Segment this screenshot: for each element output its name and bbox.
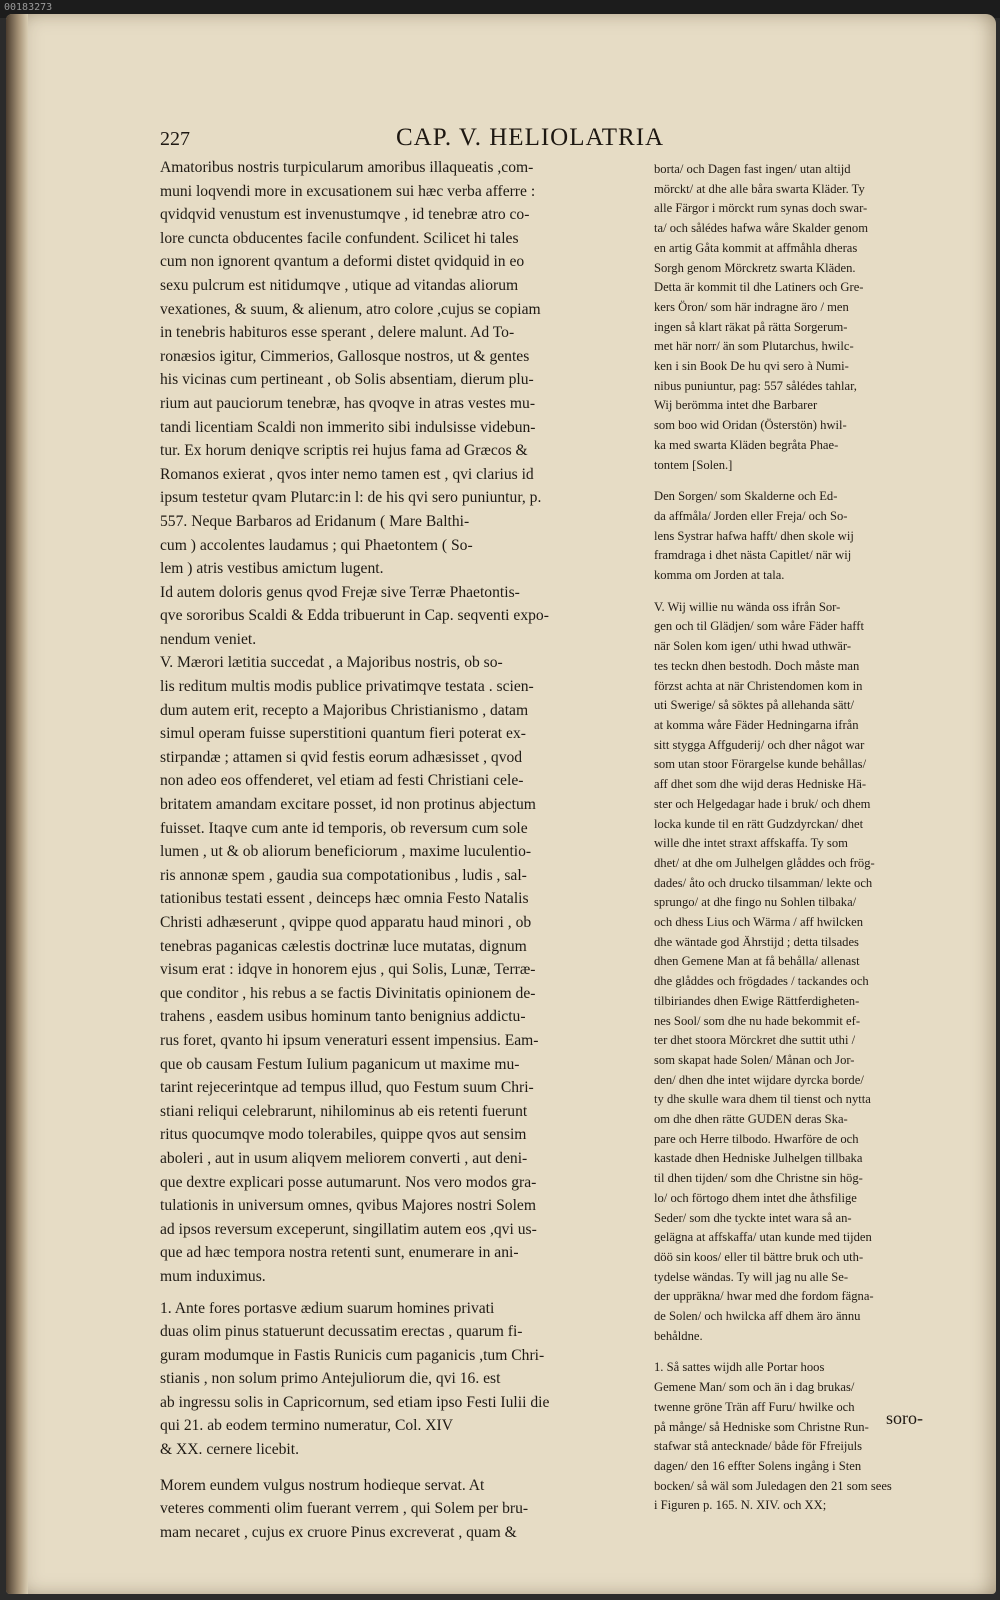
text-line: veteres commenti olim fuerant verrem , qui Solem per bru- bbox=[160, 1500, 529, 1518]
text-line: om dhe dhen rätte GUDEN deras Ska- bbox=[654, 1112, 848, 1127]
text-line: lem ) atris vestibus amictum lugent. bbox=[160, 560, 384, 578]
text-line: en artig Gåta kommit at affmåhla dheras bbox=[654, 240, 858, 255]
catchword: soro- bbox=[886, 1408, 923, 1428]
text-line: ad ipsos reversum exceperunt, singillatim autem eos ,qvi us- bbox=[160, 1220, 537, 1238]
text-line: 1. Så sattes wijdh alle Portar hoos bbox=[654, 1360, 825, 1375]
text-line: när Solen kom igen/ uthi hwad uthwär- bbox=[654, 639, 852, 654]
text-line: på månge/ så Hedniske som Christne Run- bbox=[654, 1419, 869, 1434]
text-line: Romanos exierat , qvos inter nemo tamen est , qvi clarius id bbox=[160, 465, 534, 483]
text-line: Gemene Man/ som och än i dag brukas/ bbox=[654, 1380, 855, 1395]
text-line: tydelse wändas. Ty will jag nu alle Se- bbox=[654, 1269, 849, 1284]
text-line: tarint rejecerintque ad tempus illud, quo Festum suum Chri- bbox=[160, 1079, 534, 1097]
text-line: lo/ och förtogo dhem intet dhe åthsfilige bbox=[654, 1190, 857, 1205]
text-line: som skapat hade Solen/ Månan och Jor- bbox=[654, 1052, 855, 1067]
text-line: cum non ignorent qvantum a deformi distet qvidquid in eo bbox=[160, 253, 525, 271]
text-line: tontem [Solen.] bbox=[654, 457, 733, 472]
text-line: Morem eundem vulgus nostrum hodieque servat. At bbox=[160, 1476, 485, 1494]
text-line: Id autem doloris genus qvod Frejæ sive Terræ Phaetontis- bbox=[160, 583, 520, 601]
paragraph-gap bbox=[160, 1462, 638, 1474]
text-line: stiani reliqui celebrarunt, nihilominus ab eis retenti fuerunt bbox=[160, 1102, 528, 1120]
text-line: trahens , easdem usibus hominum tanto benignius addictu- bbox=[160, 1008, 526, 1026]
text-line: ta/ och sålédes hafwa wåre Skalder genom bbox=[654, 221, 869, 236]
text-line: qui 21. ab eodem termino numeratur, Col. XIV bbox=[160, 1417, 453, 1435]
text-line: ingen så klart räkat på rätta Sorgerum- bbox=[654, 319, 848, 334]
text-line: komma om Jorden at tala. bbox=[654, 568, 785, 583]
text-line: his vicinas cum pertineant , ob Solis absentiam, dierum plu- bbox=[160, 371, 534, 389]
text-line: den/ dhen dhe intet wijdare dyrcka borde/ bbox=[654, 1072, 864, 1087]
text-line: och dhess Lius och Wärma / aff hwilcken bbox=[654, 915, 864, 930]
text-line: wille dhe intet straxt affskaffa. Ty som bbox=[654, 836, 848, 851]
text-line: döö sin koos/ eller til bättre bruk och uth- bbox=[654, 1249, 864, 1264]
paragraph-gap bbox=[654, 475, 950, 487]
text-line: ka med swarta Kläden begråta Phae- bbox=[654, 437, 839, 452]
text-line: dhe glåddes och frögdades / tackandes och bbox=[654, 974, 869, 989]
text-line: non adeo eos offenderet, vel etiam ad festi Christiani cele- bbox=[160, 772, 524, 790]
text-line: ty dhe skulle wara dhem til tienst och nytta bbox=[654, 1092, 871, 1107]
text-line: lore cuncta obducentes facile confundent. Scilicet hi tales bbox=[160, 229, 519, 247]
text-line: 557. Neque Barbaros ad Eridanum ( Mare Balthi- bbox=[160, 512, 470, 530]
text-line: de Solen/ och hwilcka aff dhem äro ännu bbox=[654, 1309, 861, 1324]
text-line: dhe wäntade god Ährstijd ; detta tilsades bbox=[654, 934, 859, 949]
text-line: dhen Gemene Man at få behålla/ allenast bbox=[654, 954, 860, 969]
text-line: tandi licentiam Scaldi non immerito sibi indulsisse videbun- bbox=[160, 418, 536, 436]
text-line: ronæsios igitur, Cimmerios, Gallosque nostros, ut & gentes bbox=[160, 347, 530, 365]
text-line: ipsum testetur qvam Plutarc:in l: de his qvi sero puniuntur, p. bbox=[160, 489, 542, 507]
text-line: tilbiriandes dhen Ewige Rättferdigheten- bbox=[654, 993, 860, 1008]
text-line: britatem amandam excitare posset, id non protinus abjectum bbox=[160, 796, 536, 814]
swedish-column bbox=[654, 160, 950, 1516]
text-line: da affmåla/ Jorden eller Freja/ och So- bbox=[654, 508, 848, 523]
text-line: dagen/ den 16 effter Solens ingång i Sten bbox=[654, 1459, 862, 1473]
text-line: fuisset. Itaqve cum ante id temporis, ob reversum cum sole bbox=[160, 819, 528, 837]
text-line: que dextre explicari posse autumarunt. Nos vero modos gra- bbox=[160, 1173, 537, 1191]
text-line: der uppräkna/ hwar med dhe fordom fägna- bbox=[654, 1289, 874, 1304]
text-line: til dhen tijden/ som dhe Christne sin hög- bbox=[654, 1171, 863, 1186]
text-line: sprungo/ at dhe fingo nu Sohlen tilbaka/ bbox=[654, 895, 857, 910]
text-line: i Figuren p. 165. N. XIV. och XX; bbox=[654, 1498, 827, 1513]
text-line: & XX. cernere licebit. bbox=[160, 1441, 299, 1459]
text-line: som utan stoor Förargelse kunde behållas/ bbox=[654, 757, 867, 772]
text-line: mörckt/ at dhe alle båra swarta Kläder. Ty bbox=[654, 181, 865, 196]
text-line: uti Swerige/ så söktes på allehanda sätt/ bbox=[654, 698, 855, 713]
text-line: tenebras paganicas cælestis doctrinæ luce mutatas, dignum bbox=[160, 937, 527, 955]
text-line: aboleri , aut in usum aliqvem meliorem converti , aut deni- bbox=[160, 1149, 528, 1167]
text-line: borta/ och Dagen fast ingen/ utan altijd bbox=[654, 162, 851, 176]
text-line: at komma wåre Fäder Hedningarna ifrån bbox=[654, 717, 859, 732]
text-line: ken i sin Book De hu qvi sero à Numi- bbox=[654, 359, 849, 374]
scan-id: 00183273 bbox=[4, 2, 53, 13]
text-line: ritus quocumqve modo tolerabiles, quippe qvos aut sensim bbox=[160, 1126, 527, 1144]
text-line: framdraga i dhet nästa Capitlet/ när wij bbox=[654, 548, 852, 563]
text-line: förzst achta at när Christendomen kom in bbox=[654, 678, 863, 693]
text-line: sitt stygga Affguderij/ och dher något war bbox=[654, 737, 865, 752]
latin-column bbox=[160, 156, 638, 1544]
text-line: rium aut pauciorum tenebræ, has qvoqve in atras vestes mu- bbox=[160, 394, 536, 412]
text-line: stianis , non solum primo Antejuliorum die, qvi 16. est bbox=[160, 1370, 501, 1388]
paragraph-gap bbox=[654, 586, 950, 598]
text-line: behåldne. bbox=[654, 1328, 703, 1343]
text-line: stafwar stå antecknade/ både för Ffreijuls bbox=[654, 1439, 863, 1454]
text-line: nes Sool/ som dhe nu hade bekommit ef- bbox=[654, 1013, 861, 1028]
text-line: vexationes, & suum, & alienum, atro colore ,cujus se copiam bbox=[160, 300, 541, 318]
text-line: sexu pulcrum est nitidumqve , utique ad vitandas aliorum bbox=[160, 276, 519, 294]
text-line: nibus puniuntur, pag: 557 sålédes tahlar, bbox=[654, 378, 857, 393]
text-line: kers Öron/ som här indragne äro / men bbox=[654, 299, 849, 314]
text-line: 1. Ante fores portasve ædium suarum homines privati bbox=[160, 1299, 495, 1317]
text-line: Christi adhæserunt , qvippe quod apparatu haud minori , ob bbox=[160, 914, 532, 931]
text-line: cum ) accolentes laudamus ; qui Phaetontem ( So- bbox=[160, 536, 473, 554]
text-line: lis reditum multis modis publice privatimqve testata . scien- bbox=[160, 678, 534, 696]
text-line: V. Mærori lætitia succedat , a Majoribus nostris, ob so- bbox=[160, 654, 503, 672]
text-line: nendum veniet. bbox=[160, 630, 257, 648]
text-line: tes teckn dhen bestodh. Doch måste man bbox=[654, 658, 860, 673]
text-line: ter dhet stoora Mörckret dhe suttit uthi / bbox=[654, 1033, 856, 1048]
text-line: ab ingressu solis in Capricornum, sed etiam ipso Festi Iulii die bbox=[160, 1393, 550, 1411]
text-line: Sorgh genom Mörckretz swarta Kläden. bbox=[654, 260, 856, 275]
paragraph-gap bbox=[654, 1346, 950, 1358]
text-line: dhet/ at dhe om Julhelgen glåddes och frög- bbox=[654, 855, 875, 870]
text-line: guram modumque in Fastis Runicis cum paganicis ,tum Chri- bbox=[160, 1346, 545, 1364]
text-line: visum erat : idqve in honorem ejus , qui Solis, Lunæ, Terræ- bbox=[160, 961, 536, 979]
text-line: twenne gröne Trän aff Furu/ hwilke och bbox=[654, 1399, 855, 1414]
text-line: qvidqvid venustum est invenustumqve , id tenebræ atro co- bbox=[160, 206, 530, 224]
text-line: Amatoribus nostris turpicularum amoribus illaqueatis ,com- bbox=[160, 159, 534, 176]
text-line: in tenebris habituros esse sperant , delere malunt. Ad To- bbox=[160, 324, 515, 342]
text-line: ris annonæ spem , gaudia sua compotationibus , ludis , sal- bbox=[160, 866, 527, 884]
text-line: lens Systrar hafwa hafft/ dhen skole wij bbox=[654, 528, 854, 543]
paragraph-gap bbox=[160, 1289, 638, 1297]
text-line: aff dhet som dhe wijd deras Hedniske Hä- bbox=[654, 777, 867, 792]
text-line: rus foret, qvanto hi ipsum veneraturi essent impensius. Eam- bbox=[160, 1031, 539, 1049]
text-line: pare och Herre tilbodo. Hwarföre de och bbox=[654, 1131, 859, 1146]
text-line: tationibus testati essent , deinceps hæc omnia Festo Natalis bbox=[160, 890, 529, 908]
text-line: dum autem erit, recepto a Majoribus Christianismo , datam bbox=[160, 701, 529, 719]
text-line: alle Färgor i mörckt rum synas doch swar- bbox=[654, 201, 868, 216]
text-line: Den Sorgen/ som Skalderne och Ed- bbox=[654, 489, 838, 504]
text-line: simul operam fuisse superstitioni quantum fieri poterat ex- bbox=[160, 725, 526, 743]
text-line: dades/ åto och drucko tilsamman/ lekte och bbox=[654, 875, 873, 890]
running-head: CAP. V. HELIOLATRIA bbox=[396, 124, 665, 151]
text-line: gen och til Glädjen/ som wåre Fäder hafft bbox=[654, 619, 864, 634]
text-line: Wij berömma intet dhe Barbarer bbox=[654, 398, 818, 413]
text-line: tulationis in universum omnes, qvibus Majores nostri Solem bbox=[160, 1197, 536, 1215]
text-line: gelägna at affskaffa/ utan kunde med tijden bbox=[654, 1230, 872, 1245]
text-line: Detta är kommit til dhe Latiners och Gre- bbox=[654, 280, 864, 295]
text-line: bocken/ så wäl som Juledagen den 21 som sees bbox=[654, 1478, 892, 1493]
text-line: muni loqvendi more in excusationem sui hæc verba afferre : bbox=[160, 182, 536, 200]
text-line: V. Wij willie nu wända oss ifrån Sor- bbox=[654, 599, 841, 614]
text-line: mam necaret , cujus ex cruore Pinus excreverat , quam & bbox=[160, 1523, 517, 1541]
text-line: lumen , ut & ob aliorum beneficiorum , maxime luculentio- bbox=[160, 843, 532, 861]
text-line: que ad hæc tempora nostra retenti sunt, enumerare in ani- bbox=[160, 1244, 519, 1262]
text-line: som boo wid Oridan (Österstön) hwil- bbox=[654, 418, 847, 433]
text-line: Seder/ som dhe tyckte intet wara så an- bbox=[654, 1210, 852, 1225]
text-line: ster och Helgedagar hade i bruk/ och dhem bbox=[654, 796, 871, 811]
text-line: duas olim pinus statuerunt decussatim erectas , quarum fi- bbox=[160, 1323, 523, 1341]
text-line: que ob causam Festum Iulium paganicum ut maxime mu- bbox=[160, 1055, 520, 1073]
text-line: tur. Ex horum deniqve scriptis rei hujus fama ad Græcos & bbox=[160, 442, 528, 460]
text-line: met här norr/ än som Plutarchus, hwilc- bbox=[654, 339, 854, 354]
text-line: kastade dhen Hedniske Julhelgen tillbaka bbox=[654, 1151, 863, 1166]
text-line: mum induximus. bbox=[160, 1267, 266, 1285]
book-gutter bbox=[6, 14, 28, 1594]
text-line: stirpandæ ; attamen si qvid festis eorum adhæsisset , qvod bbox=[160, 748, 523, 766]
text-line: qve sororibus Scaldi & Edda tribuerunt in Cap. seqventi expo- bbox=[160, 607, 549, 625]
page-number: 227 bbox=[160, 128, 190, 150]
text-line: locka kunde til en rätt Gudzdyrckan/ dhet bbox=[654, 816, 864, 831]
text-line: que conditor , his rebus a se factis Divinitatis opinionem de- bbox=[160, 984, 536, 1002]
